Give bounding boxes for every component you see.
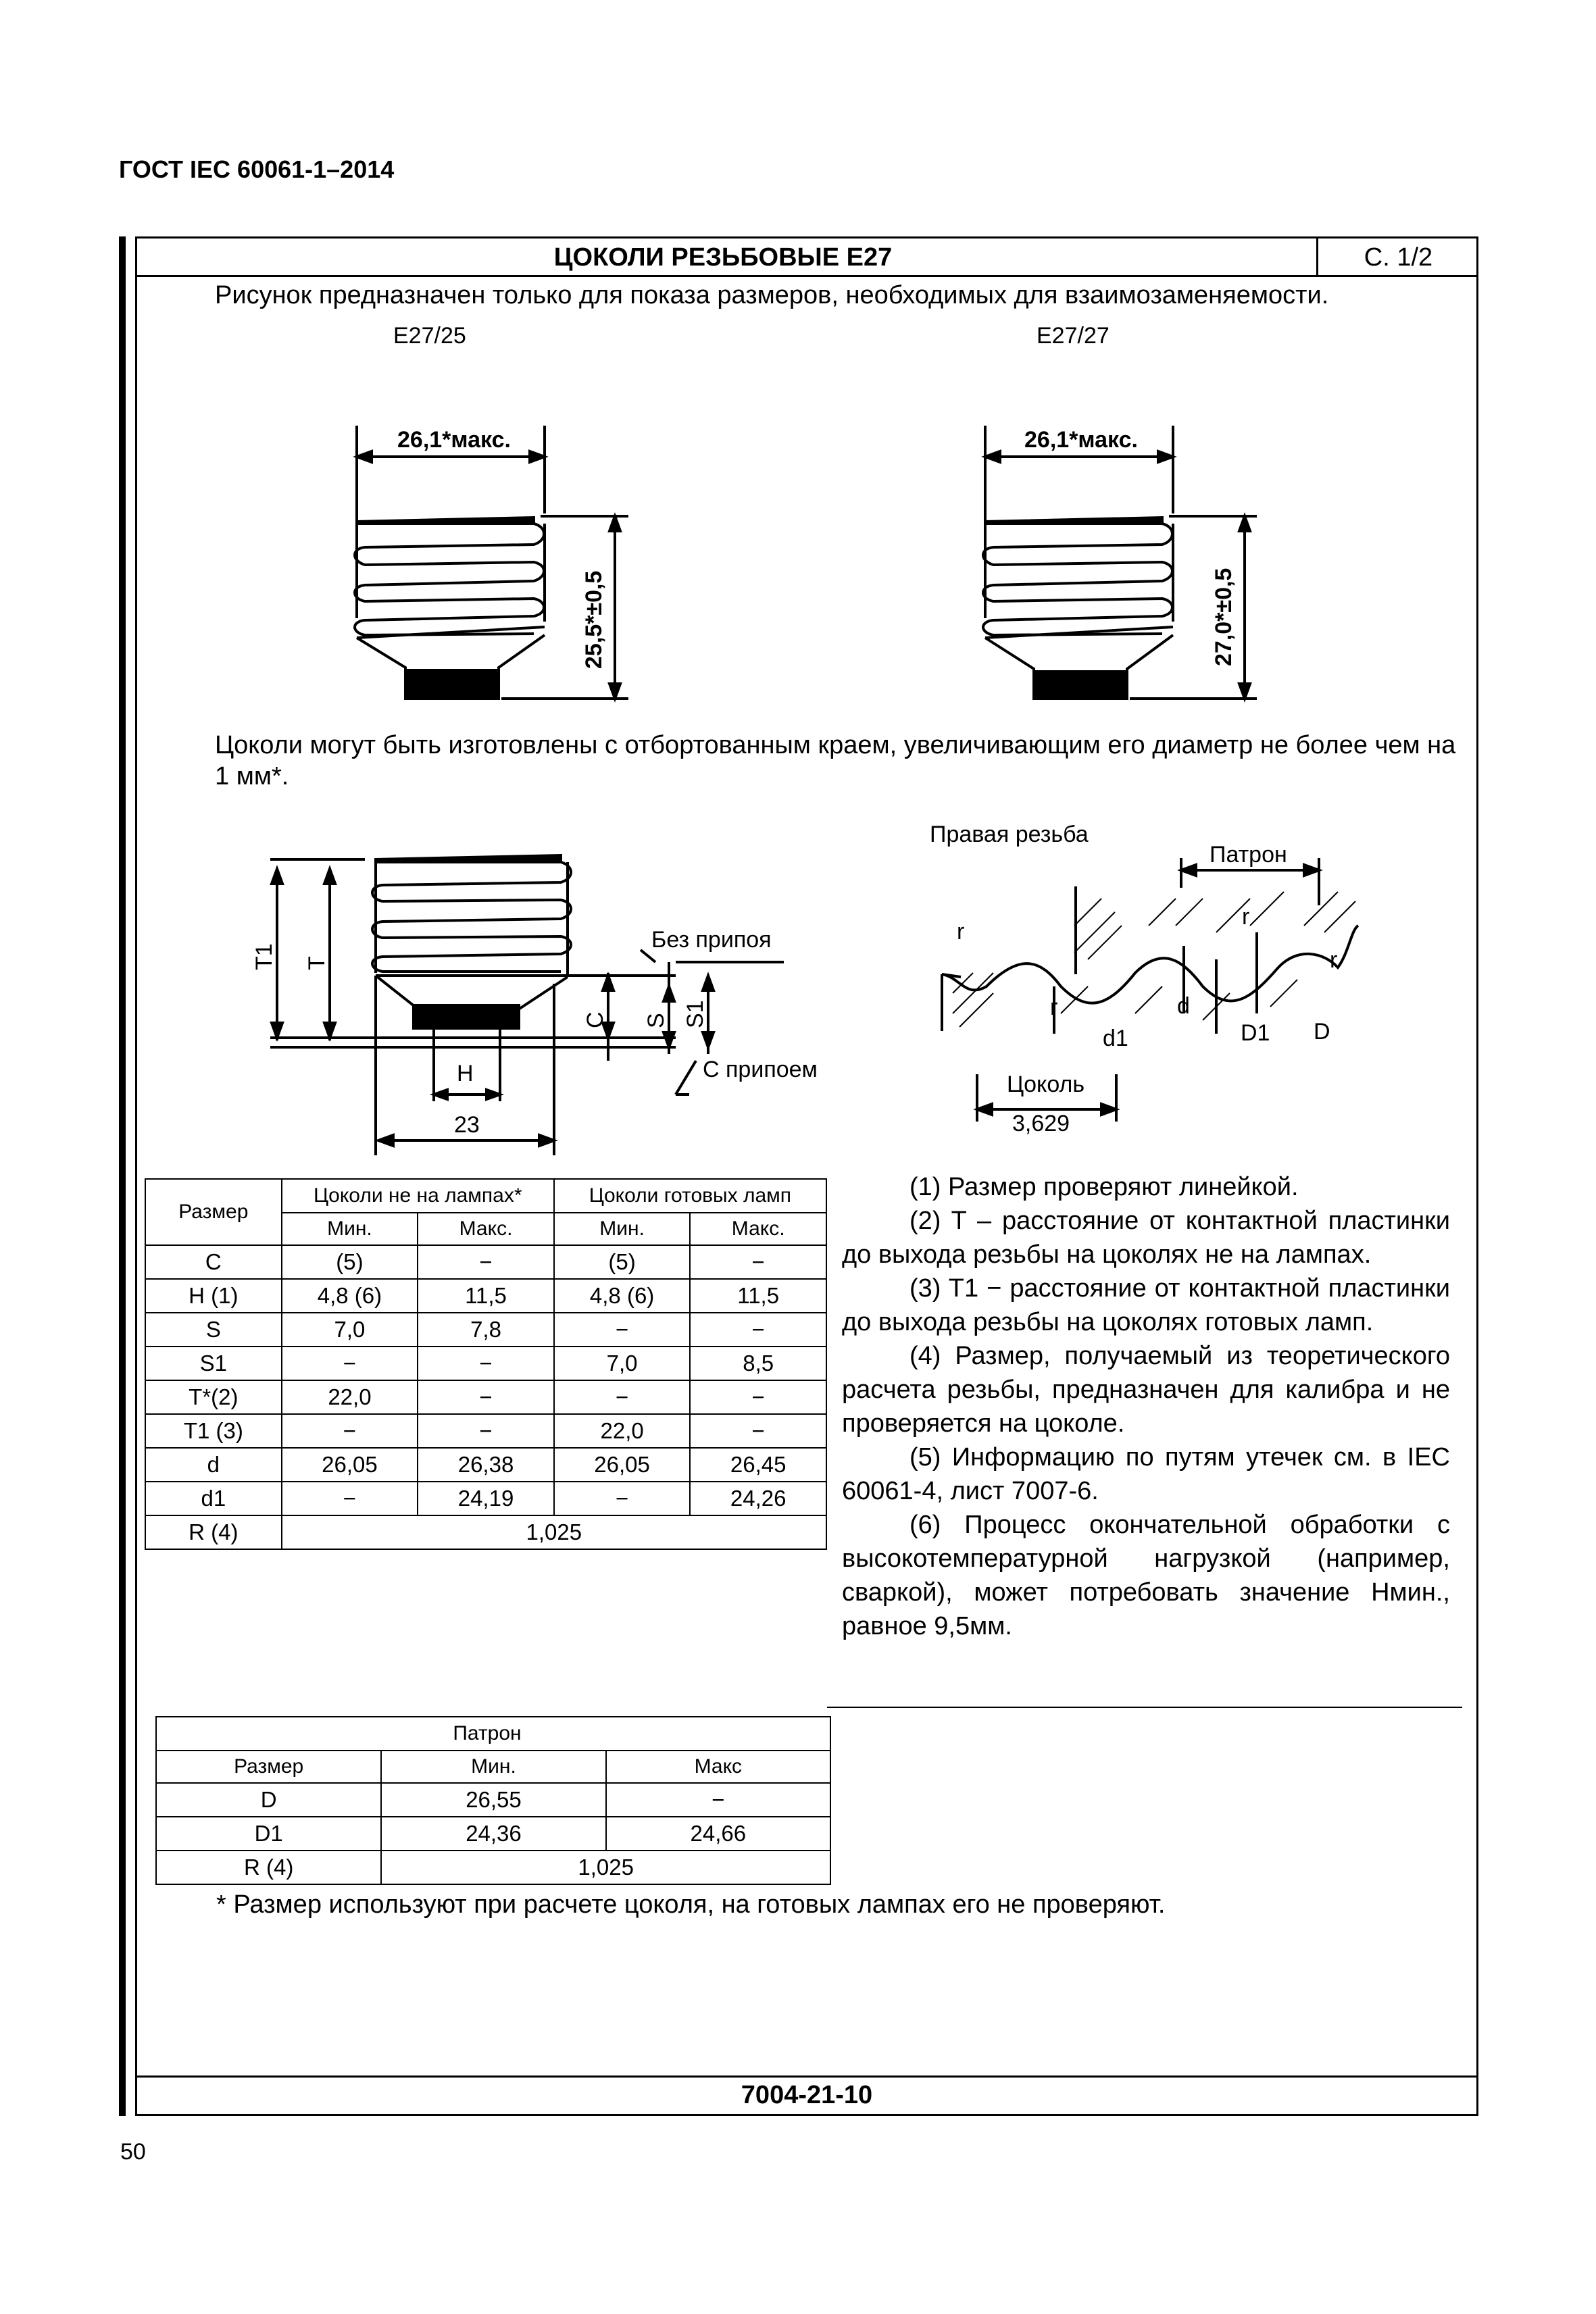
thread-r4: r xyxy=(1330,947,1338,973)
cell: D1 xyxy=(156,1817,381,1851)
cell: 22,0 xyxy=(554,1414,691,1448)
table-row xyxy=(145,1279,826,1313)
thread-pitch: 3,629 xyxy=(1012,1111,1070,1136)
cell: 7,0 xyxy=(554,1347,691,1380)
dim-23: 23 xyxy=(454,1112,480,1138)
intro-text: Рисунок предназначен только для показа размеров, необходимых для взаимозаменяемости. xyxy=(215,281,1329,309)
table-row xyxy=(156,1783,830,1817)
thread-cap: Цоколь xyxy=(1007,1072,1085,1097)
sheet-footer-code: 7004-21-10 xyxy=(741,2081,873,2109)
cell: R (4) xyxy=(145,1515,282,1549)
width-dim-right: 26,1*макс. xyxy=(1024,427,1138,453)
cell: 4,8 (6) xyxy=(282,1279,418,1313)
cell: 11,5 xyxy=(418,1279,554,1313)
note-4: (4) Размер, получаемый из теоретического расчета резьбы, предназначен для калибра и не проверяется на цоколе. xyxy=(842,1342,1450,1438)
table-row xyxy=(145,1448,826,1482)
thread-r2: r xyxy=(1050,995,1058,1020)
cell: 1,025 xyxy=(381,1851,830,1884)
cell: 26,05 xyxy=(282,1448,418,1482)
col-min: Мин. xyxy=(282,1213,418,1245)
sheet-label: С. 1/2 xyxy=(1364,243,1433,272)
cell: 22,0 xyxy=(282,1380,418,1414)
base-figures xyxy=(0,0,1596,743)
table-row xyxy=(145,1245,826,1279)
note-2: (2) T – расстояние от контактной пластинки до выхода резьбы на цоколях не на лампах. xyxy=(842,1207,1450,1269)
notes-separator xyxy=(827,1707,1462,1708)
height-dim-right: 27,0*±0,5 xyxy=(1211,568,1237,666)
col-max: Макс xyxy=(606,1751,830,1783)
dim-h: H xyxy=(457,1061,474,1086)
thread-D1: D1 xyxy=(1241,1020,1270,1046)
col-max: Макс. xyxy=(690,1213,826,1245)
cell: − xyxy=(690,1380,826,1414)
col-size: Размер xyxy=(156,1751,381,1783)
cell: S xyxy=(145,1313,282,1347)
cell: C xyxy=(145,1245,282,1279)
thread-r1: r xyxy=(957,919,965,945)
cell: − xyxy=(418,1380,554,1414)
cell: − xyxy=(690,1245,826,1279)
cell: − xyxy=(690,1414,826,1448)
cell: d xyxy=(145,1448,282,1482)
figure-left-name: E27/25 xyxy=(393,323,466,349)
thread-title: Правая резьба xyxy=(930,822,1089,847)
thread-d1: d1 xyxy=(1103,1026,1128,1051)
label-with-solder: С припоем xyxy=(703,1057,818,1082)
cell: − xyxy=(418,1347,554,1380)
table-row xyxy=(156,1817,830,1851)
cell: 4,8 (6) xyxy=(554,1279,691,1313)
col-max: Макс. xyxy=(418,1213,554,1245)
note-6: (6) Процесс окончательной обработки с высокотемпературной нагрузкой (например, сваркой), может потребовать значение Hмин., равное 9,5мм. xyxy=(842,1511,1450,1640)
table-row xyxy=(145,1414,826,1448)
table-row xyxy=(145,1482,826,1515)
flange-text xyxy=(215,730,1472,792)
cell: 26,05 xyxy=(554,1448,691,1482)
sheet-title: ЦОКОЛИ РЕЗЬБОВЫЕ E27 xyxy=(553,243,893,272)
thread-d: d xyxy=(1177,993,1190,1019)
cell: (5) xyxy=(282,1245,418,1279)
holder-group-header: Патрон xyxy=(381,1717,830,1751)
cell: d1 xyxy=(145,1482,282,1515)
note-5: (5) Информацию по путям утечек см. в IEC 60061-4, лист 7007-6. xyxy=(842,1443,1450,1505)
col-min: Мин. xyxy=(381,1751,605,1783)
thread-holder: Патрон xyxy=(1210,842,1287,867)
dim-t: T xyxy=(304,956,330,970)
cell: − xyxy=(282,1482,418,1515)
holder-dimensions-table xyxy=(155,1716,831,1885)
holder-blank xyxy=(156,1717,381,1751)
table-row xyxy=(145,1347,826,1380)
label-no-solder: Без припоя xyxy=(651,927,772,953)
cell: 24,19 xyxy=(418,1482,554,1515)
height-dim-left: 25,5*±0,5 xyxy=(581,570,607,669)
cell: S1 xyxy=(145,1347,282,1380)
cell: 26,45 xyxy=(690,1448,826,1482)
cell: R (4) xyxy=(156,1851,381,1884)
table-row xyxy=(145,1380,826,1414)
table-row xyxy=(156,1851,830,1884)
dim-t1: T1 xyxy=(251,943,277,970)
cell: 8,5 xyxy=(690,1347,826,1380)
cell: 7,8 xyxy=(418,1313,554,1347)
cell: 11,5 xyxy=(690,1279,826,1313)
cap-dimensions-table xyxy=(145,1178,827,1550)
flange-text-content: Цоколи могут быть изготовлены с отбортованным краем, увеличивающим его диаметр не более чем на 1 мм*. xyxy=(215,731,1456,790)
notes xyxy=(842,1170,1450,1643)
dim-s: S xyxy=(643,1013,669,1028)
col-size: Размер xyxy=(145,1179,282,1245)
thread-r3: r xyxy=(1242,904,1250,930)
document-code: ГОСТ IEC 60061-1–2014 xyxy=(119,155,395,183)
cell: − xyxy=(690,1313,826,1347)
table-row xyxy=(145,1313,826,1347)
figure-right-name: E27/27 xyxy=(1037,323,1109,349)
footer-bar xyxy=(135,2076,1478,2078)
detail-figures xyxy=(0,790,1596,1169)
thread-D: D xyxy=(1314,1019,1330,1045)
note-1: (1) Размер проверяют линейкой. xyxy=(909,1173,1299,1201)
cell: 26,38 xyxy=(418,1448,554,1482)
cell: − xyxy=(554,1380,691,1414)
cell: D xyxy=(156,1783,381,1817)
cell: − xyxy=(282,1347,418,1380)
cell: 24,36 xyxy=(381,1817,605,1851)
cell: − xyxy=(606,1783,830,1817)
footnote: * Размер используют при расчете цоколя, на готовых лампах его не проверяют. xyxy=(216,1890,1166,1919)
col-group-lamps: Цоколи готовых ламп xyxy=(554,1179,826,1213)
cell: H (1) xyxy=(145,1279,282,1313)
cell: 24,26 xyxy=(690,1482,826,1515)
col-min: Мин. xyxy=(554,1213,691,1245)
cell: − xyxy=(282,1414,418,1448)
cell: − xyxy=(554,1482,691,1515)
cell: − xyxy=(418,1414,554,1448)
cell: 24,66 xyxy=(606,1817,830,1851)
dim-s1: S1 xyxy=(682,1000,708,1028)
table-row xyxy=(145,1515,826,1549)
page-number: 50 xyxy=(120,2139,146,2165)
cell: 7,0 xyxy=(282,1313,418,1347)
cell: T1 (3) xyxy=(145,1414,282,1448)
cell: 26,55 xyxy=(381,1783,605,1817)
width-dim-left: 26,1*макс. xyxy=(397,427,511,453)
cell: − xyxy=(418,1245,554,1279)
cell: (5) xyxy=(554,1245,691,1279)
note-3: (3) T1 − расстояние от контактной пластинки до выхода резьбы на цоколях готовых ламп. xyxy=(842,1274,1450,1336)
col-group-bare: Цоколи не на лампах* xyxy=(282,1179,554,1213)
cell: T*(2) xyxy=(145,1380,282,1414)
dim-c: C xyxy=(582,1011,608,1028)
cell: − xyxy=(554,1313,691,1347)
thread-profile xyxy=(942,858,1358,1122)
cell: 1,025 xyxy=(282,1515,826,1549)
